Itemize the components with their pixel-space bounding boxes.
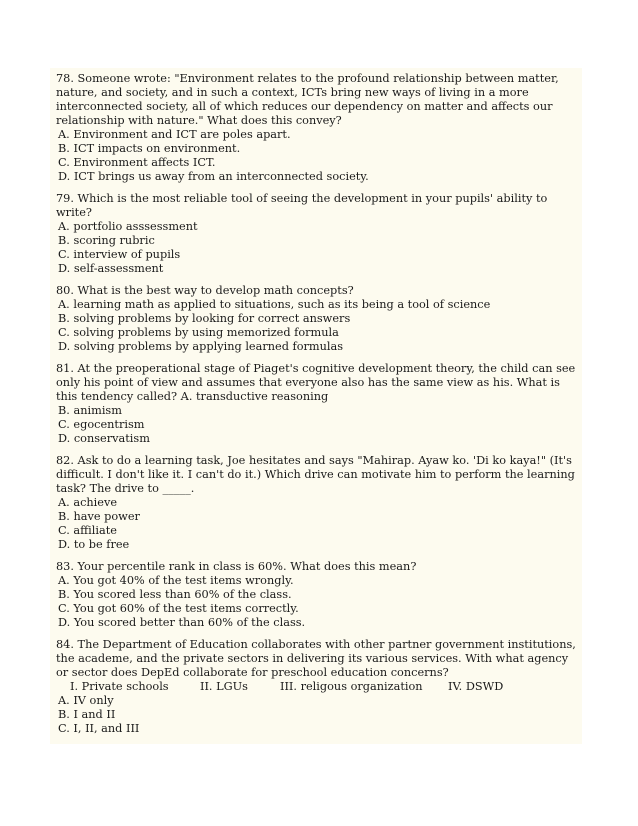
option-b: B. You scored less than 60% of the class. [58,588,292,601]
question-stem [56,362,576,404]
option-d: D. solving problems by applying learned formulas [58,340,344,353]
item-ii: II. LGUs [200,680,248,693]
option-a: A. IV only [58,694,114,707]
option-d: D. self-assessment [58,262,164,275]
option-b: B. solving problems by looking for correct answers [58,312,351,325]
option-a: A. You got 40% of the test items wrongly. [58,574,294,587]
option-c: C. egocentrism [58,418,145,431]
question-81 [56,362,576,446]
option-d: D. to be free [58,538,130,551]
question-79 [56,192,576,276]
option-d: D. ICT brings us away from an interconnected society. [58,170,369,183]
item-iv: IV. DSWD [448,680,504,693]
question-stem: 82. Ask to do a learning task, Joe hesitates and says "Mahirap. Ayaw ko. 'Di ko kaya!" (It's difficult. I don't like it. I can't do it.) Which drive can motivate him to perform the learning task? The drive to _____. [56,454,575,495]
option-c: C. interview of pupils [58,248,181,261]
question-80 [56,284,576,354]
option-d: D. You scored better than 60% of the class. [58,616,306,629]
option-a: A. transductive reasoning [177,390,329,403]
question-stem: 80. What is the best way to develop math concepts? [56,284,354,297]
option-a: A. achieve [58,496,118,509]
option-c: C. I, II, and III [58,722,140,735]
question-stem: 84. The Department of Education collaborates with other partner government institutions, the academe, and the private sectors in delivering its various services. With what agency or sector does DepEd collaborate for preschool education concerns? [56,638,576,679]
question-stem: 78. Someone wrote: "Environment relates to the profound relationship between matter, nature, and society, and in such a context, ICTs bring new ways of living in a more interconnected society, all of which reduces our dependency on matter and affects our relationship with nature." What does this convey? [56,72,559,127]
roman-items [56,680,576,694]
option-c: C. solving problems by using memorized formula [58,326,339,339]
question-stem: 79. Which is the most reliable tool of seeing the development in your pupils' ability to write? [56,192,548,219]
option-c: C. You got 60% of the test items correctly. [58,602,299,615]
option-b: B. scoring rubric [58,234,155,247]
option-b: B. animism [58,404,122,417]
item-i: I. Private schools [70,680,169,693]
question-84 [56,638,576,736]
question-stem-text: 81. At the preoperational stage of Piaget's cognitive development theory, the child can see only his point of view and assumes that everyone also has the same view as his. What is this tendency called? [56,362,576,403]
option-d: D. conservatism [58,432,150,445]
option-c: C. affiliate [58,524,117,537]
question-82 [56,454,576,552]
option-a: A. portfolio asssessment [58,220,198,233]
question-83 [56,560,576,630]
option-b: B. ICT impacts on environment. [58,142,241,155]
item-iii: III. religous organization [280,680,423,693]
option-c: C. Environment affects ICT. [58,156,216,169]
question-78 [56,72,576,184]
question-stem: 83. Your percentile rank in class is 60%. What does this mean? [56,560,417,573]
option-b: B. have power [58,510,140,523]
option-b: B. I and II [58,708,116,721]
option-a: A. Environment and ICT are poles apart. [58,128,291,141]
option-a: A. learning math as applied to situations, such as its being a tool of science [58,298,491,311]
document-page [50,68,582,744]
